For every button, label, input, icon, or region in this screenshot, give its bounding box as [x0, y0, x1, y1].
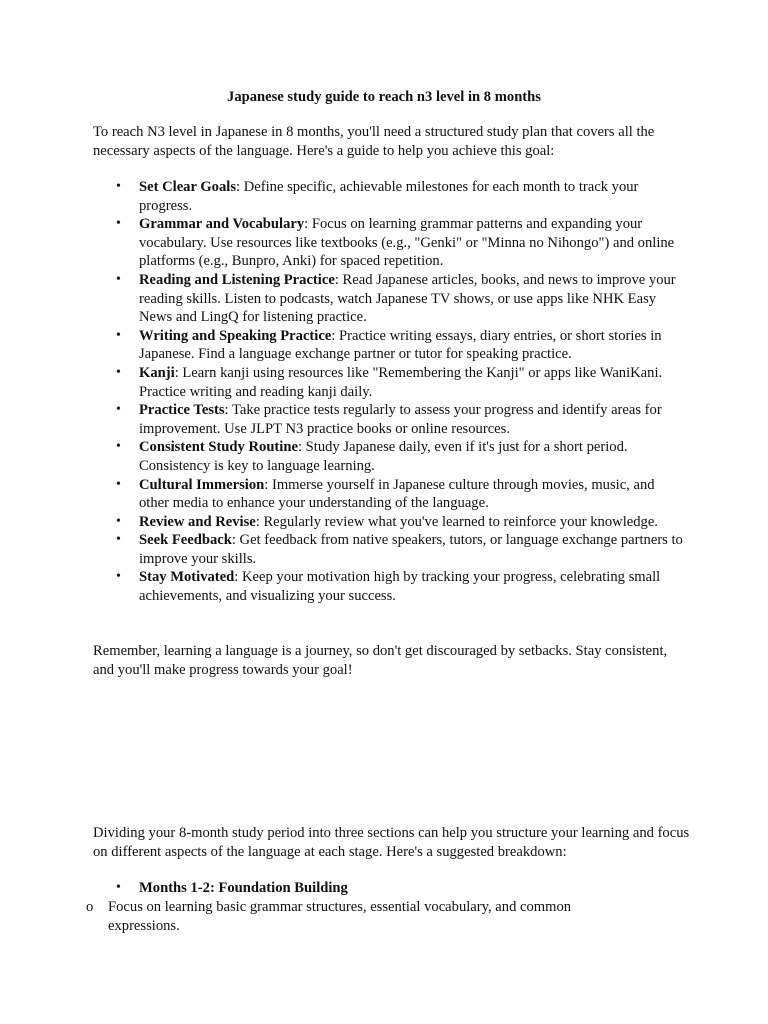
- tip-label: Consistent Study Routine: [139, 439, 298, 456]
- circle-bullet-icon: o: [86, 899, 94, 915]
- bullet-icon: •: [116, 476, 121, 492]
- tip-label: Review and Revise: [139, 513, 256, 530]
- list-item: [93, 438, 688, 475]
- tip-label: Practice Tests: [139, 402, 225, 419]
- list-item: [93, 327, 688, 364]
- sub-item-text: Focus on learning basic grammar structures, essential vocabulary, and common expressions.: [108, 899, 572, 934]
- bullet-icon: •: [116, 439, 121, 455]
- tip-text: : Get feedback from native speakers, tutors, or language exchange partners to improve your skills.: [139, 532, 683, 567]
- list-item: [93, 271, 688, 327]
- list-item: [93, 531, 688, 568]
- bullet-icon: •: [116, 569, 121, 585]
- tip-label: Kanji: [139, 364, 175, 381]
- list-item: [93, 364, 688, 401]
- months-heading: Months 1-2: Foundation Building: [139, 880, 348, 896]
- document-title: Japanese study guide to reach n3 level in 8 months: [227, 89, 541, 105]
- tip-text: : Take practice tests regularly to assess your progress and identify areas for improvement. Use JLPT N3 practice books or online resources.: [139, 402, 662, 437]
- bullet-icon: •: [116, 364, 121, 380]
- tip-text: : Read Japanese articles, books, and news to improve your reading skills. Listen to podcasts, watch Japanese TV shows, or use apps like NHK Easy News and LingQ for listening practice.: [139, 271, 676, 326]
- tips-list: [93, 178, 688, 606]
- tip-text: : Practice writing essays, diary entries, or short stories in Japanese. Find a language exchange partner or tutor for speaking practice.: [139, 327, 662, 363]
- bullet-icon: •: [116, 327, 121, 343]
- tip-text: : Learn kanji using resources like "Remembering the Kanji" or apps like WaniKani. Practice writing and reading kanji daily.: [139, 364, 663, 400]
- bullet-icon: •: [116, 216, 121, 232]
- bullet-icon: •: [116, 513, 121, 529]
- tip-text: : Regularly review what you've learned to reinforce your knowledge.: [255, 513, 658, 530]
- tip-label: Writing and Speaking Practice: [139, 327, 332, 344]
- list-item: [93, 879, 688, 898]
- list-item: [93, 476, 688, 513]
- tip-label: Cultural Immersion: [139, 476, 265, 493]
- tip-text: : Define specific, achievable milestones for each month to track your progress.: [139, 179, 639, 214]
- months-list: [93, 879, 688, 898]
- tip-text: : Focus on learning grammar patterns and expanding your vocabulary. Use resources like textbooks (e.g., "Genki" or "Minna no Nihongo") and online platforms (e.g., Bunpro, Anki) for spaced repetition.: [139, 216, 675, 270]
- list-item: [93, 401, 688, 438]
- bullet-icon: •: [116, 532, 121, 548]
- tip-text: : Keep your motivation high by tracking your progress, celebrating small achievements, and visualizing your success.: [139, 569, 661, 605]
- list-item: [93, 178, 688, 215]
- tip-label: Reading and Listening Practice: [139, 271, 335, 288]
- intro-paragraph: To reach N3 level in Japanese in 8 months, you'll need a structured study plan that covers all the necessary aspects of the language. Here's a guide to help you achieve this goal:: [93, 124, 655, 159]
- list-item: [93, 513, 688, 532]
- tip-label: Seek Feedback: [139, 532, 232, 549]
- bullet-icon: •: [116, 271, 121, 287]
- list-item: [93, 568, 688, 605]
- bullet-icon: •: [116, 402, 121, 418]
- tip-label: Grammar and Vocabulary: [139, 216, 305, 233]
- list-item: [93, 215, 688, 271]
- bullet-icon: •: [116, 179, 121, 194]
- tip-text: : Immerse yourself in Japanese culture through movies, music, and other media to enhance your understanding of the language.: [139, 476, 655, 512]
- bullet-icon: •: [116, 880, 121, 895]
- tip-label: Stay Motivated: [139, 569, 235, 586]
- breakdown-intro-paragraph: Dividing your 8-month study period into three sections can help you structure your learning and focus on different aspects of the language at each stage. Here's a suggested breakdown:: [93, 825, 690, 860]
- tip-label: Set Clear Goals: [139, 179, 237, 195]
- tip-text: : Study Japanese daily, even if it's just for a short period. Consistency is key to language learning.: [139, 439, 628, 474]
- closing-paragraph: Remember, learning a language is a journey, so don't get discouraged by setbacks. Stay consistent, and you'll make progress towards your goal!: [93, 643, 668, 678]
